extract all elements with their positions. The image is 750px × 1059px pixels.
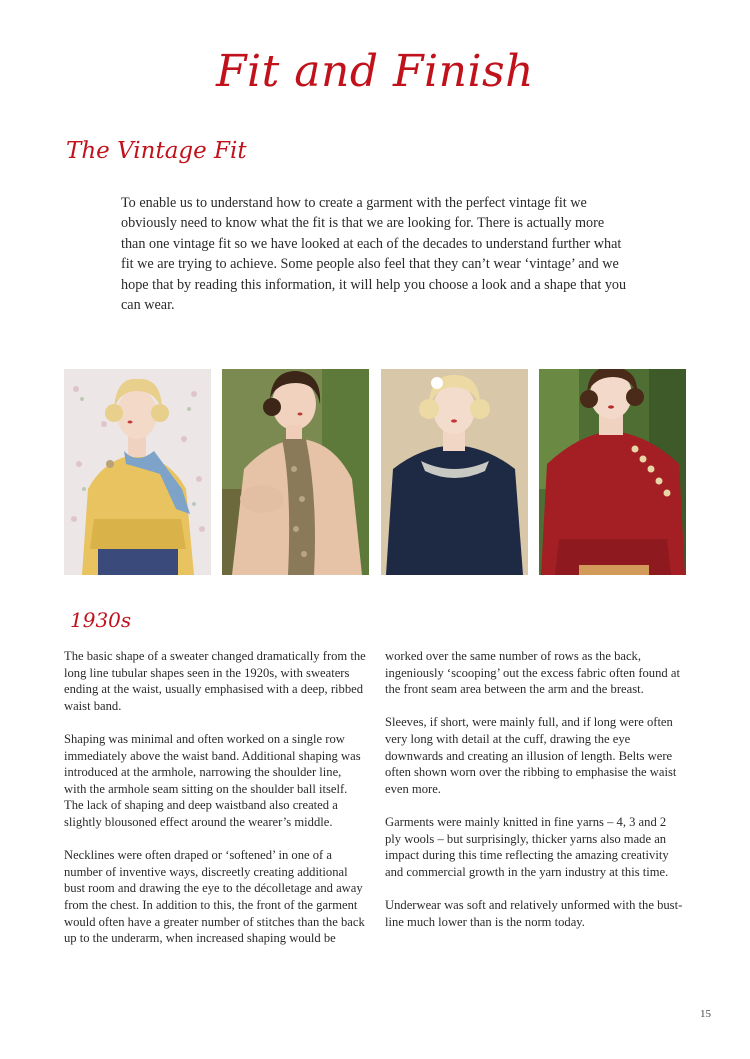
- intro-paragraph: To enable us to understand how to create a garment with the perfect vintage fit we obviously need to know what the fit is that we are looking for. There is actually more than one vintage fit so we have looked at each of the decades to understand further what fit we are trying to achieve. Some people also feel that they can’t wear ‘vintage’ and we hope that by reading this information, it will help you choose a look and a shape that you can wear.: [121, 195, 627, 314]
- paragraph: Garments were mainly knitted in fine yarns – 4, 3 and 2 ply wools – but surprisingly, thicker yarns also made an impact during this time reflecting the amazing creativity and commercial growth in the yarn industry at this time.: [385, 814, 669, 879]
- paragraph: Necklines were often draped or ‘softened’ in one of a number of inventive ways, discreetly creating additional bust room and drawing the eye to the décolletage and away from the chest. In addition to this, the front of the garment would often have a greater number of stitches than the back up to the underarm, when increased shaping would be: [64, 848, 365, 946]
- page-title: Fit and Finish: [216, 46, 534, 97]
- decade-heading: 1930s: [70, 608, 132, 632]
- paragraph: Shaping was minimal and often worked on a single row immediately above the waist band. Additional shaping was introduced at the armhole, narrowing the shoulder line, with the armhole seam sitting on the shoulder ball itself. The lack of shaping and deep waistband also created a slightly blousoned effect around the wearer’s middle.: [64, 731, 361, 829]
- paragraph: worked over the same number of rows as the back, ingeniously ‘scooping’ out the excess fabric often found at the front seam area between the arm and the breast.: [385, 649, 680, 697]
- paragraph: The basic shape of a sweater changed dramatically from the long line tubular shapes seen in the 1920s, with sweaters ending at the waist, usually emphasised with a deep, ribbed waist band.: [64, 649, 366, 713]
- photo-beige-sweater: [222, 369, 369, 575]
- photo-yellow-sweater: [64, 369, 211, 575]
- page-number: 15: [700, 1008, 711, 1020]
- photo-red-sweater: [539, 369, 686, 575]
- text-column-right: [385, 648, 685, 947]
- paragraph: Underwear was soft and relatively unformed with the bust-line much lower than is the norm today.: [385, 897, 683, 929]
- photo-navy-blouse: [381, 369, 528, 575]
- paragraph: Sleeves, if short, were mainly full, and if long were often very long with detail at the cuff, drawing the eye downwards and creating an illusion of length. Belts were often shown worn over the ribbing to emphasise the waist even more.: [385, 715, 677, 796]
- section-heading: The Vintage Fit: [66, 138, 247, 164]
- text-column-left: [64, 648, 366, 963]
